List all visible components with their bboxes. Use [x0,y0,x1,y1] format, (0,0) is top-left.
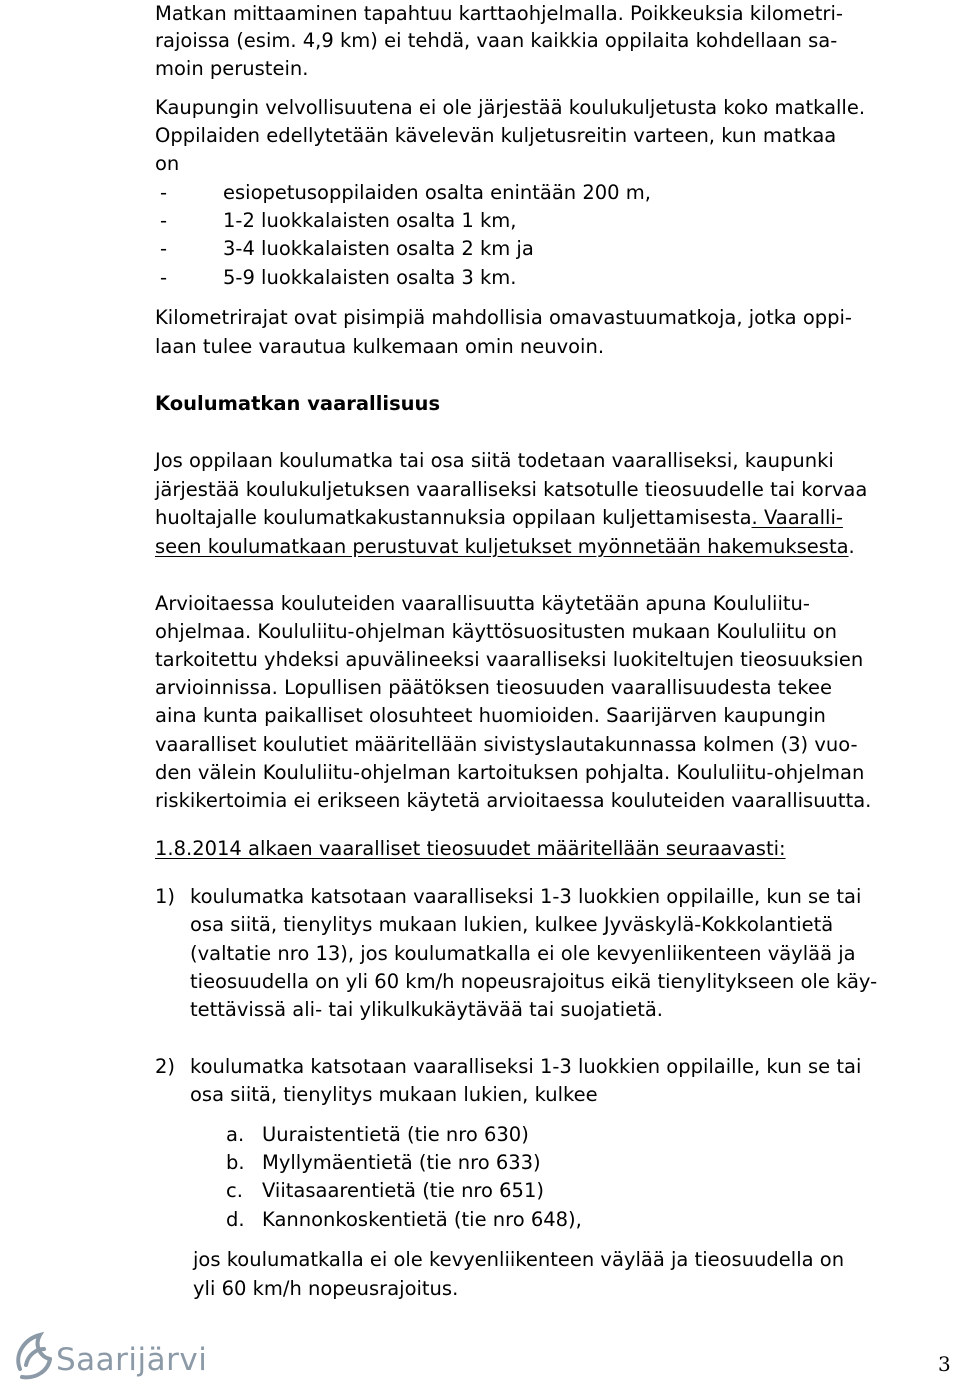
list-bullet: - [160,237,168,260]
road-item: Uuraistentietä (tie nro 630) [262,1123,529,1146]
rule-line: osa siitä, tienylitys mukaan lukien, kulkee Jyväskylä-Kokkolantietä [190,913,834,936]
assessment-line: riskikertoimia ei erikseen käytetä arvioitaessa kouluteiden vaarallisuutta. [155,789,872,812]
rule-line: tettävissä ali- tai ylikulkukäytävää tai suojatietä. [190,998,663,1021]
assessment-line: den välein Koululiitu-ohjelman kartoituksen pohjalta. Koululiitu-ohjelman [155,761,865,784]
danger-para-line [155,504,843,532]
list-bullet: - [160,209,168,232]
page-number: 3 [938,1352,951,1376]
intro-line: moin perustein. [155,57,309,80]
rule-closing-line: yli 60 km/h nopeusrajoitus. [193,1277,459,1300]
assessment-line: arvioinnissa. Lopullisen päätöksen tieosuuden vaarallisuudesta tekee [155,676,832,699]
road-item: Kannonkoskentietä (tie nro 648), [262,1208,582,1231]
rule-number: 2) [155,1055,176,1078]
assessment-line: aina kunta paikalliset olosuhteet huomioiden. Saarijärven kaupungin [155,704,826,727]
date-heading: 1.8.2014 alkaen vaaralliset tieosuudet määritellään seuraavasti: [155,837,786,860]
rule-line: koulumatka katsotaan vaaralliseksi 1-3 luokkien oppilaille, kun se tai [190,1055,862,1078]
danger-para-line: Jos oppilaan koulumatka tai osa siitä todetaan vaaralliseksi, kaupunki [155,449,834,472]
danger-para-line: järjestää koulukuljetuksen vaaralliseksi katsotulle tieosuudelle tai korvaa [155,478,868,501]
danger-para-underlined: seen koulumatkaan perustuvat kuljetukset myönnetään hakemuksesta [155,535,849,558]
rule-line: tieosuudella on yli 60 km/h nopeusrajoitus eikä tienylitykseen ole käy- [190,970,878,993]
rule-line: koulumatka katsotaan vaaralliseksi 1-3 luokkien oppilaille, kun se tai [190,885,862,908]
danger-para-text: huoltajalle koulumatkakustannuksia oppilaan kuljettamisesta [155,506,752,529]
list-item: 1-2 luokkalaisten osalta 1 km, [223,209,517,232]
list-bullet: - [160,181,168,204]
rule-number: 1) [155,885,176,908]
road-item: Myllymäentietä (tie nro 633) [262,1151,541,1174]
intro-line: rajoissa (esim. 4,9 km) ei tehdä, vaan kaikkia oppilaita kohdellaan sa- [155,29,838,52]
road-letter: c. [226,1179,243,1202]
rule-line: osa siitä, tienylitys mukaan lukien, kulkee [190,1083,598,1106]
assessment-line: vaaralliset koulutiet määritellään sivistyslautakunnassa kolmen (3) vuo- [155,733,858,756]
rule-line: (valtatie nro 13), jos koulumatkalla ei ole kevyenliikenteen väylää ja [190,942,856,965]
road-item: Viitasaarentietä (tie nro 651) [262,1179,544,1202]
assessment-line: ohjelmaa. Koululiitu-ohjelman käyttösuositusten mukaan Koululiitu on [155,620,838,643]
rule-closing-line: jos koulumatkalla ei ole kevyenliikenteen väylää ja tieosuudella on [193,1248,845,1271]
km-limits-line: laan tulee varautua kulkemaan omin neuvoin. [155,335,605,358]
list-item: 5-9 luokkalaisten osalta 3 km. [223,266,517,289]
danger-para-line [155,533,855,561]
intro-line: Matkan mittaaminen tapahtuu karttaohjelmalla. Poikkeuksia kilometri- [155,2,843,25]
danger-para-text: . [848,535,855,558]
section-heading: Koulumatkan vaarallisuus [155,392,441,415]
intro-line: Kaupungin velvollisuutena ei ole järjestää koulukuljetusta koko matkalle. [155,96,866,119]
intro-line: on [155,152,180,175]
list-item: esiopetusoppilaiden osalta enintään 200 m, [223,181,651,204]
danger-para-underlined: . Vaaralli- [751,506,843,529]
list-bullet: - [160,266,168,289]
road-letter: b. [226,1151,245,1174]
km-limits-line: Kilometrirajat ovat pisimpiä mahdollisia omavastuumatkoja, jotka oppi- [155,306,852,329]
road-letter: a. [226,1123,245,1146]
assessment-line: tarkoitettu yhdeksi apuvälineeksi vaaralliseksi luokiteltujen tieosuuksien [155,648,864,671]
road-letter: d. [226,1208,245,1231]
logo-text: Saarijärvi [56,1342,208,1378]
assessment-line: Arvioitaessa kouluteiden vaarallisuutta käytetään apuna Koululiitu- [155,592,810,615]
intro-line: Oppilaiden edellytetään kävelevän kuljetusreitin varteen, kun matkaa [155,124,837,147]
list-item: 3-4 luokkalaisten osalta 2 km ja [223,237,534,260]
